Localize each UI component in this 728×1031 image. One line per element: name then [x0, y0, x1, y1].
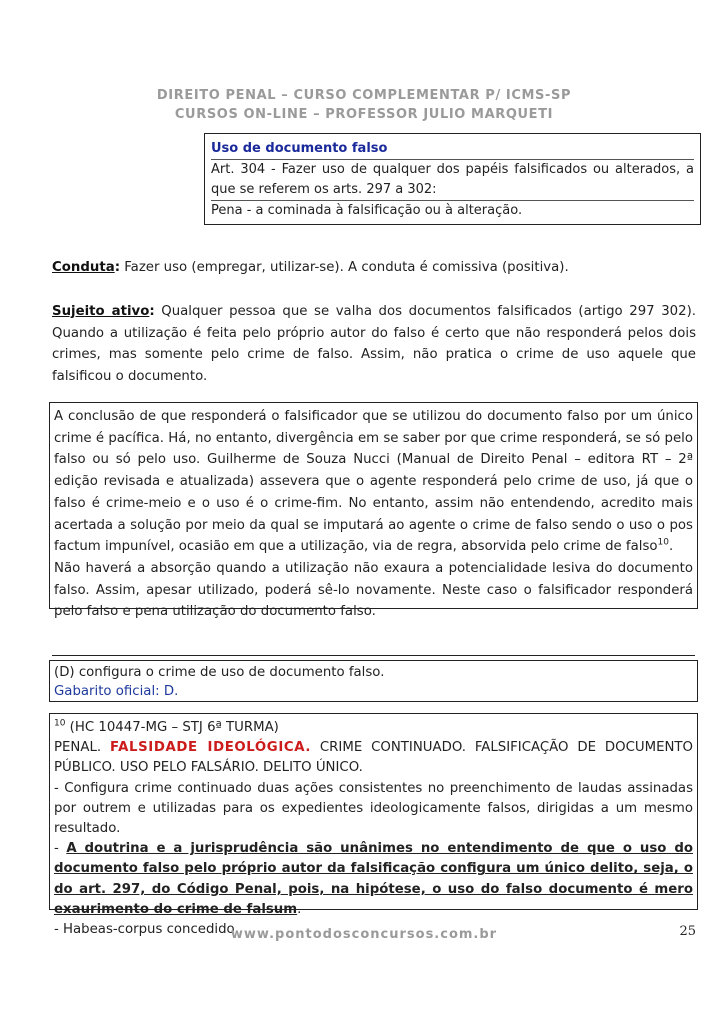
answer-option: (D) configura o crime de uso de documento falso. — [54, 665, 385, 680]
commentary-p2: Não haverá a absorção quando a utilização não exaura a potencialidade lesiva do documento falso. Assim, apesar utilizado, poderá sê-lo novamente. Neste caso o falsificador responderá pelo falso e pena utilização do documento falso. — [54, 560, 693, 620]
answer-gabarito: Gabarito oficial: D. — [54, 684, 179, 699]
sujeito-paragraph: Sujeito ativo: Qualquer pessoa que se valha dos documentos falsificados (artigo 297 302). Quando a utilização é feita pelo próprio autor do falso é certo que não responderá pelos dois crimes, mas somente pelo crime de falso. Assim, não pratica o crime de uso aquele que falsificou o documento. — [52, 304, 696, 384]
commentary-box — [49, 402, 698, 620]
divider — [52, 655, 695, 656]
article-text: Art. 304 - Fazer uso de qualquer dos papéis falsificados ou alterados, a que se referem os arts. 297 a 302: — [211, 159, 694, 201]
answer-box — [49, 660, 698, 702]
footer-url[interactable]: www.pontodosconcursos.com.br — [230, 927, 498, 942]
falsidade-highlight: FALSIDADE IDEOLÓGICA. — [109, 740, 312, 756]
article-penalty: Pena - a cominada à falsificação ou à alteração. — [211, 203, 523, 218]
sujeito-label: Sujeito ativo — [52, 304, 150, 319]
conduta-text: Fazer uso (empregar, utilizar-se). A conduta é comissiva (positiva). — [120, 260, 569, 275]
conduta-label: Conduta — [52, 260, 115, 275]
footnote-heading: PENAL. FALSIDADE IDEOLÓGICA. CRIME CONTINUADO. FALSIFICAÇÃO DE DOCUMENTO PÚBLICO. USO PELO FALSÁRIO. DELITO ÚNICO. — [54, 740, 694, 776]
conduta-paragraph: Conduta: Fazer uso (empregar, utilizar-se). A conduta é comissiva (positiva). — [52, 260, 569, 275]
article-box — [204, 133, 701, 225]
footnote-item-1: - Configura crime continuado duas ações consistentes no preenchimento de laudas assinadas por outrem e utilizadas para os expedientes ideologicamente falsos, dirigidas a um mesmo resultado. — [54, 780, 693, 837]
footnote-ref: 10 — [657, 537, 669, 548]
header-line-1: DIREITO PENAL – CURSO COMPLEMENTAR P/ ICMS-SP — [156, 88, 572, 103]
footnote-case: $^{10}$ (HC 10447-MG – STJ 6ª TURMA) — [54, 718, 279, 735]
commentary-p1: A conclusão de que responderá o falsificador que se utilizou do documento falso por um único crime é pacífica. Há, no entanto, divergência em se saber por que crime responderá, se só pelo falso ou só pelo uso. Guilherme de Souza Nucci (Manual de Direito Penal – editora RT – 2ª edição revisada e atualizada) assevera que o agente responderá pelo crime de uso, já que o falso é crime-meio e o uso é o crime-fim. No entanto, assim não entendendo, acredito mais acertada a solução por meio da qual se imputará ao agente o crime de falso sendo o uso o pos factum impunível, ocasião em que a utilização, via de regra, absorvida pelo crime de falso$^{10}$. — [54, 409, 693, 555]
footnote-item-3: - Habeas-corpus concedido. — [54, 922, 239, 938]
footnote-item-2: - A doutrina e a jurisprudência são unânimes no entendimento de que o uso do documento falso pelo próprio autor da falsificação configura um único delito, seja, o do art. 297, do Código Penal, pois, na hipótese, o uso do falso documento é mero exaurimento do crime de falsum. — [54, 841, 694, 917]
article-title: Uso de documento falso — [211, 141, 388, 156]
header-line-2: CURSOS ON-LINE – PROFESSOR JULIO MARQUETI — [174, 107, 554, 122]
sujeito-text: Qualquer pessoa que se valha dos documentos falsificados (artigo 297 302). Quando a utilização é feita pelo próprio autor do falso é certo que não responderá pelos dois crimes, mas somente pelo crime de falso. Assim, não pratica o crime de uso aquele que falsificou o documento. — [52, 304, 696, 384]
page-number: 25 — [679, 924, 696, 939]
